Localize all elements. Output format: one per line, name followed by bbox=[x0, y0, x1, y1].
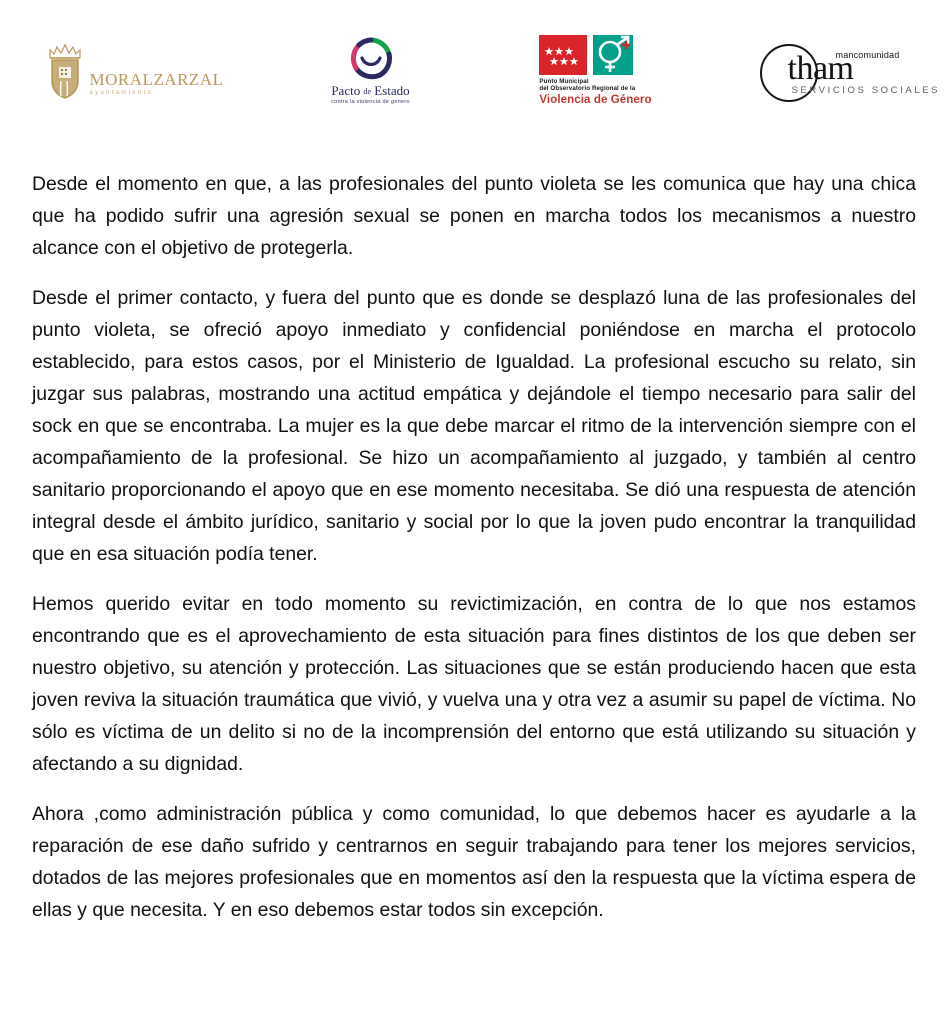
pacto-title-part2: Estado bbox=[374, 83, 410, 98]
document-body bbox=[32, 168, 916, 926]
punto-municipal-line2: del Observatorio Regional de la bbox=[539, 85, 636, 93]
tham-ring-logo-icon bbox=[758, 40, 941, 102]
tham-wordmark: tham bbox=[787, 50, 854, 87]
paragraph-2: Desde el primer contacto, y fuera del punto que es donde se desplazó luna de las profesionales del punto violeta, se ofreció apoyo inmediato y confidencial poniéndose en marcha el protocolo establecido, para estos casos, por el Ministerio de Igualdad. La profesional escucho su relato, sin juzgar sus palabras, mostrando una actitud empática y dejándole el tiempo necesario para salir del sock en que se encontraba. La mujer es la que debe marcar el ritmo de la intervención siempre con el acompañamiento de la profesional. Se hizo un acompañamiento al juzgado, y también al centro sanitario proporcionando el apoyo que en ese momento necesitaba. Se dió una respuesta de atención integral desde el ámbito jurídico, sanitario y social por lo que la joven pudo encontrar la tranquilidad que en esa situación podía tener. bbox=[32, 287, 916, 565]
pacto-title-de: de bbox=[363, 87, 372, 96]
pacto-subtitle: contra la violencia de genero bbox=[331, 99, 410, 105]
logo-moralzarzal bbox=[0, 26, 268, 116]
punto-municipal-line3: Violencia de Género bbox=[539, 94, 652, 106]
logo-tham bbox=[718, 26, 947, 116]
logo-pacto-de-estado bbox=[268, 26, 473, 116]
moralzarzal-name: MORALZARZAL bbox=[89, 70, 224, 89]
circle-smiley-ring-icon bbox=[349, 37, 393, 81]
logo-punto-municipal bbox=[473, 26, 718, 116]
tham-subtitle: SERVICIOS SOCIALES bbox=[791, 85, 941, 96]
paragraph-4: Ahora ,como administración pública y como comunidad, lo que debemos hacer es ayudarle a la reparación de ese daño sufrido y centrarnos en seguir trabajando para tener los mejores servicios, dotados de las mejores profesionales que en momentos así den la respuesta que la víctima espera de ellas y que necesita. Y en eso debemos estar todos sin excepción. bbox=[32, 803, 916, 921]
moralzarzal-subtitle: ayuntamiento bbox=[89, 90, 154, 96]
tham-supertitle: mancomunidad bbox=[835, 50, 900, 60]
pacto-title bbox=[331, 84, 409, 97]
coat-of-arms-crown-shield-icon bbox=[45, 42, 85, 100]
paragraph-1: Desde el momento en que, a las profesionales del punto violeta se les comunica que hay una chica que ha podido sufrir una agresión sexual se ponen en marcha todos los mecanismos a nuestro alcance con el objetivo de protegerla. bbox=[32, 173, 916, 259]
logo-header-bar bbox=[0, 26, 947, 116]
paragraph-3: Hemos querido evitar en todo momento su revictimización, en contra de lo que nos estamos encontrando que es el aprovechamiento de esta situación para fines distintos de los que deben ser nuestro objetivo, su atención y protección. Las situaciones que se están produciendo hacen que esta joven reviva la situación traumática que vivió, y vuelva una y otra vez a asumir su papel de víctima. No sólo es víctima de un delito si no de la incomprensión del entorno que está utilizando su situación y afectando a su dignidad. bbox=[32, 593, 916, 775]
venus-mars-gender-symbol-icon bbox=[593, 35, 633, 75]
comunidad-de-madrid-flag-icon bbox=[539, 35, 587, 75]
pacto-title-part1: Pacto bbox=[331, 83, 361, 98]
punto-municipal-line1: Punto Municipal bbox=[539, 78, 589, 86]
